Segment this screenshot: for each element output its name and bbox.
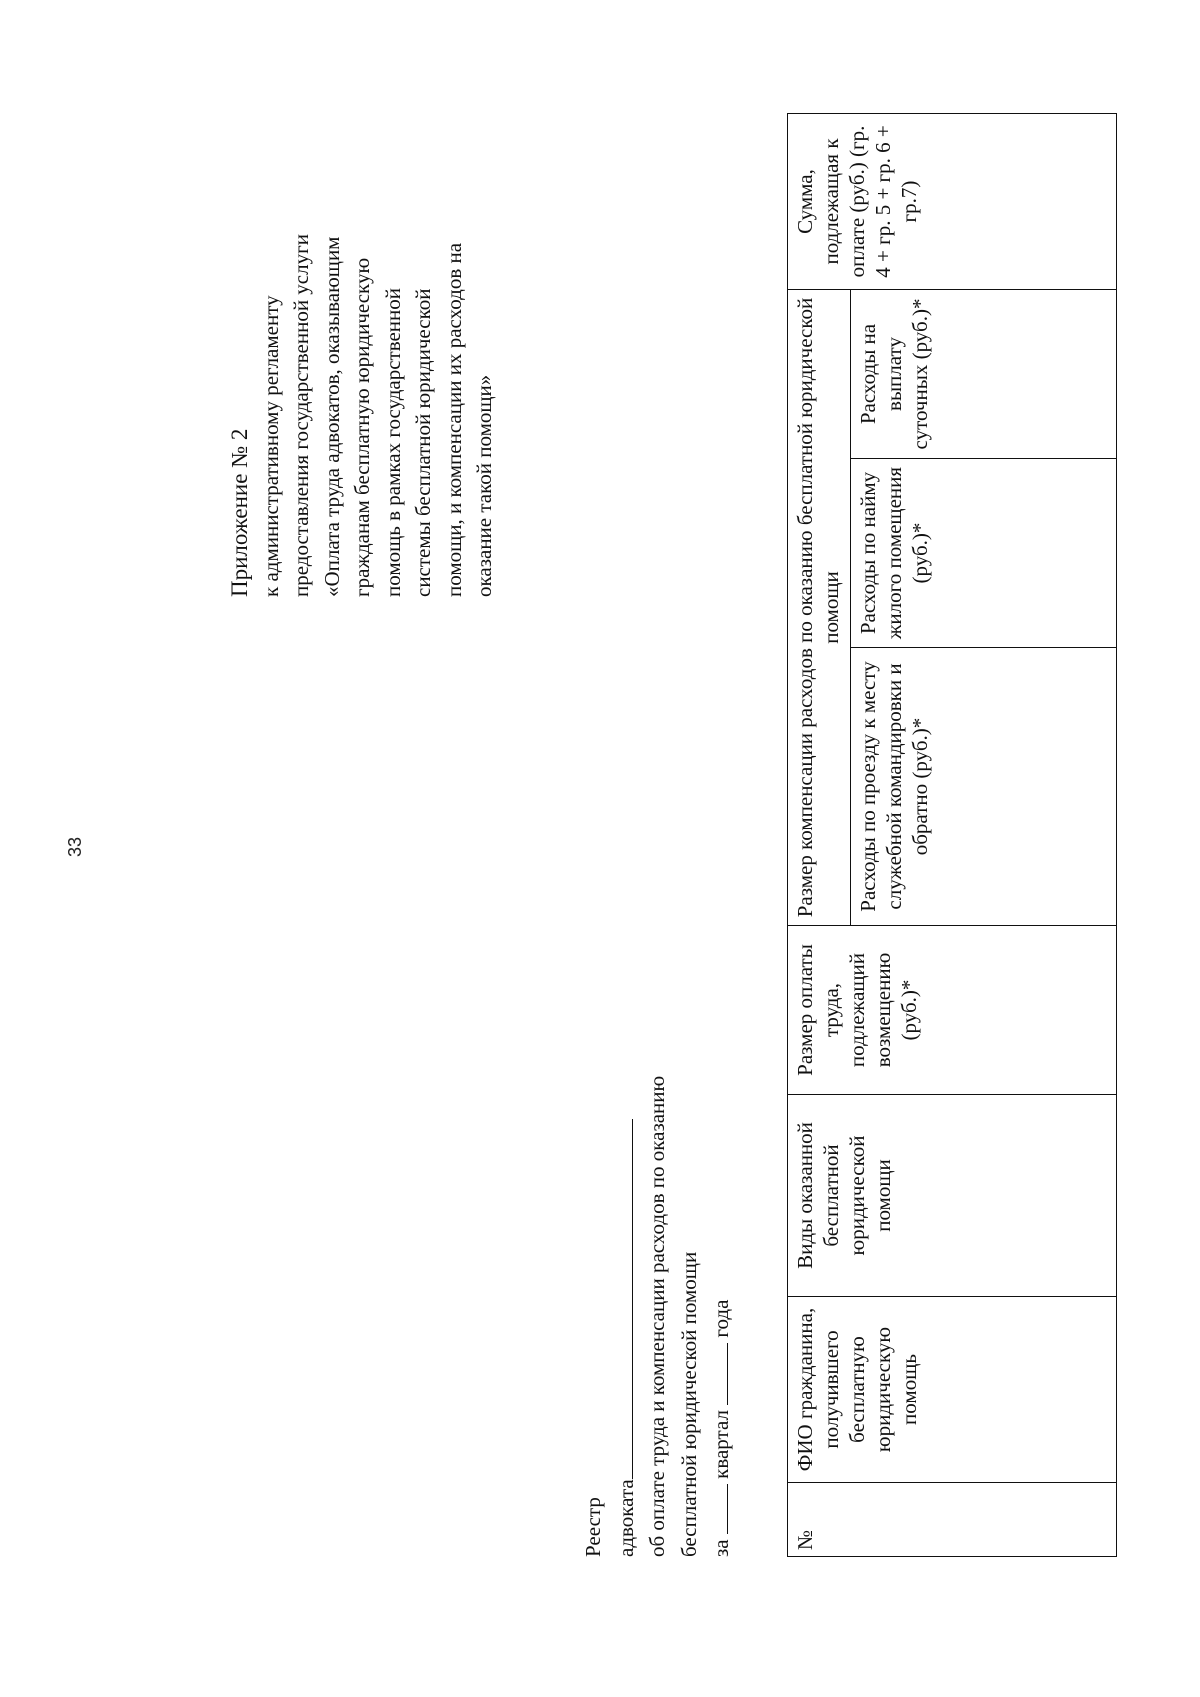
col-header-compensation-group: Размер компенсации расходов по оказанию бесплатной юридической помощи	[788, 290, 851, 926]
period-za-label: за	[709, 1539, 733, 1557]
appendix-line: «Оплата труда адвокатов, оказывающим	[319, 236, 344, 597]
year-blank[interactable]	[705, 1343, 728, 1405]
col-header-citizen-name: ФИО гражданина, получившего бесплатную юридическую помощь	[788, 1297, 1117, 1483]
subheader-daily-allowance: Расходы на выплату суточных (руб.)*	[851, 290, 1117, 459]
appendix-block	[225, 117, 500, 597]
appendix-line: системы бесплатной юридической	[411, 288, 435, 597]
subheader-travel-expenses: Расходы по проезду к месту служебной командировки и обратно (руб.)*	[851, 648, 1117, 926]
appendix-line: гражданам бесплатную юридическую	[350, 257, 374, 597]
advocate-name-blank[interactable]	[610, 1119, 633, 1479]
period-line	[705, 657, 738, 1557]
appendix-line: предоставления государственной услуги	[289, 234, 313, 597]
quarter-number-blank[interactable]	[705, 1484, 728, 1534]
appendix-line: помощи, и компенсации их расходов на	[441, 242, 466, 597]
appendix-line: к административному регламенту	[258, 295, 283, 597]
appendix-line: помощь в рамках государственной	[380, 287, 405, 597]
page-number: 33	[65, 836, 85, 857]
year-label: года	[709, 1299, 733, 1338]
advocate-line	[610, 657, 643, 1557]
registry-table	[787, 113, 1117, 1557]
appendix-title: Приложение № 2	[227, 428, 252, 597]
appendix-line: оказание такой помощи»	[472, 374, 496, 597]
registry-heading	[578, 657, 738, 1557]
registry-subject-line: об оплате труда и компенсации расходов по оказанию	[645, 1075, 669, 1557]
registry-subject-line-2: бесплатной юридической помощи	[676, 1251, 701, 1557]
col-header-labor-payment: Размер оплаты труда, подлежащий возмещению (руб.)*	[788, 926, 1117, 1095]
col-header-number: №	[788, 1483, 1117, 1557]
quarter-label: квартал	[709, 1410, 733, 1479]
subheader-housing-expenses: Расходы по найму жилого помещения (руб.)*	[851, 459, 1117, 648]
col-header-total-sum: Сумма, подлежащая к оплате (руб.) (гр. 4 + гр. 5 + гр. 6 + гр.7)	[788, 114, 1117, 290]
registry-title: Реестр	[581, 1497, 605, 1557]
advocate-label: адвоката	[613, 1479, 638, 1557]
col-header-aid-types: Виды оказанной бесплатной юридической помощи	[788, 1095, 1117, 1297]
